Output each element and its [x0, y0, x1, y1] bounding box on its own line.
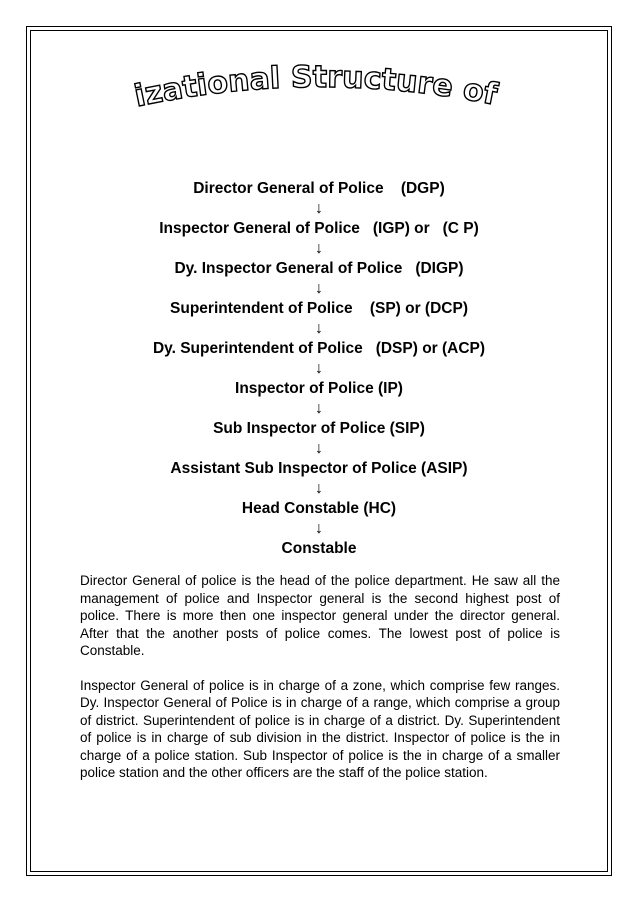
- page-title: [107, 29, 520, 126]
- hierarchy-level: Dy. Inspector General of Police (DIGP): [174, 260, 464, 277]
- hierarchy-level: Dy. Superintendent of Police (DSP) or (ACP): [152, 340, 486, 357]
- down-arrow-icon: ↓: [315, 400, 323, 417]
- down-arrow-icon: ↓: [315, 200, 323, 217]
- hierarchy-level: Assistant Sub Inspector of Police (ASIP): [170, 460, 468, 477]
- hierarchy-level: Constable: [281, 540, 357, 557]
- down-arrow-icon: ↓: [315, 280, 323, 297]
- wordart-title: [107, 29, 520, 126]
- hierarchy-level: Sub Inspector of Police (SIP): [213, 420, 425, 437]
- down-arrow-icon: ↓: [315, 520, 323, 537]
- hierarchy-level: Inspector of Police (IP): [235, 380, 403, 397]
- down-arrow-icon: ↓: [315, 480, 323, 497]
- paragraph: Inspector General of police is in charge of a zone, which comprise few ranges. Dy. Inspector General of Police is in charge of a range, which comprise a group of district. Superintendent of police is in charge of a district. Dy. Superintendent of police is in charge of sub division in the district. Inspector of police is the in charge of a police station. Sub Inspector of police is the in charge of a smaller police station and the other officers are the staff of the police station.: [80, 677, 560, 780]
- down-arrow-icon: ↓: [315, 240, 323, 257]
- hierarchy-level: Inspector General of Police (IGP) or (C P): [159, 220, 479, 237]
- description-section: [80, 572, 560, 799]
- hierarchy-level: Head Constable (HC): [241, 500, 397, 517]
- down-arrow-icon: ↓: [315, 440, 323, 457]
- paragraph: Director General of police is the head of the police department. He saw all the management of police and Inspector general is the second highest post of police. There is more then one inspector general under the director general. After that the another posts of police comes. The lowest post of police is Constable.: [80, 573, 560, 658]
- hierarchy-level: Director General of Police (DGP): [193, 180, 445, 197]
- down-arrow-icon: ↓: [315, 360, 323, 377]
- hierarchy-level: Superintendent of Police (SP) or (DCP): [170, 300, 468, 317]
- hierarchy-chart: [64, 180, 574, 558]
- down-arrow-icon: ↓: [315, 320, 323, 337]
- title-text-path: Organizational Structure of Police: [107, 29, 511, 115]
